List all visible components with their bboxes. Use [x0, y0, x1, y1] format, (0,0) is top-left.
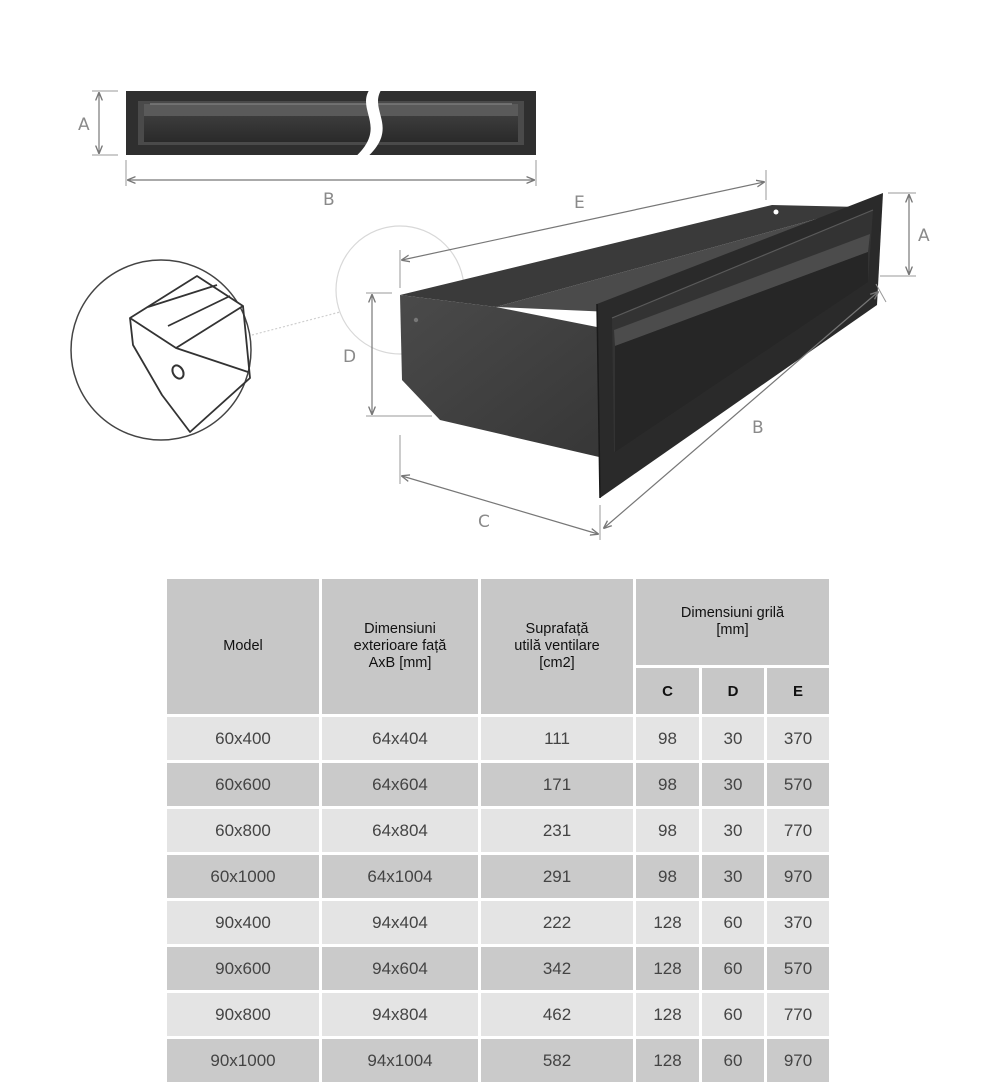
label-a-top: A — [78, 115, 90, 135]
table-row — [167, 855, 829, 898]
label-c: C — [478, 512, 490, 532]
cell-front-dimensions: 64x404 — [322, 717, 478, 760]
cell-e: 370 — [767, 717, 829, 760]
cell-d: 60 — [702, 993, 764, 1036]
table-row — [167, 809, 829, 852]
cell-c: 98 — [636, 809, 699, 852]
label-e: E — [574, 193, 585, 213]
header-ventilation-surface: Suprafață utilă ventilare [cm2] — [481, 579, 633, 714]
cell-d: 30 — [702, 855, 764, 898]
cell-d: 60 — [702, 947, 764, 990]
label-b-right: B — [752, 418, 764, 438]
cell-model: 60x600 — [167, 763, 319, 806]
cell-front-dimensions: 64x604 — [322, 763, 478, 806]
label-b-top: B — [323, 190, 335, 210]
header-e: E — [767, 668, 829, 714]
cell-surface: 462 — [481, 993, 633, 1036]
header-d: D — [702, 668, 764, 714]
cell-surface: 231 — [481, 809, 633, 852]
cell-model: 90x600 — [167, 947, 319, 990]
cell-c: 98 — [636, 717, 699, 760]
cell-model: 90x800 — [167, 993, 319, 1036]
grille-3d-view — [400, 193, 883, 498]
cell-e: 570 — [767, 763, 829, 806]
cell-c: 128 — [636, 1039, 699, 1082]
header-front-dimensions: Dimensiuni exterioare față AxB [mm] — [322, 579, 478, 714]
cell-c: 128 — [636, 993, 699, 1036]
cell-c: 128 — [636, 947, 699, 990]
table-row — [167, 947, 829, 990]
header-c: C — [636, 668, 699, 714]
cell-d: 60 — [702, 901, 764, 944]
cell-model: 90x400 — [167, 901, 319, 944]
cell-c: 98 — [636, 855, 699, 898]
table-row — [167, 717, 829, 760]
cell-model: 60x800 — [167, 809, 319, 852]
front-dim-B — [126, 160, 536, 210]
label-a-right: A — [918, 226, 930, 246]
cell-surface: 171 — [481, 763, 633, 806]
spec-table — [164, 576, 832, 1085]
cell-d: 60 — [702, 1039, 764, 1082]
cell-surface: 291 — [481, 855, 633, 898]
cell-model: 60x1000 — [167, 855, 319, 898]
dim-A-right — [880, 193, 930, 276]
header-model: Model — [167, 579, 319, 714]
cell-d: 30 — [702, 809, 764, 852]
cell-model: 60x400 — [167, 717, 319, 760]
cell-front-dimensions: 94x804 — [322, 993, 478, 1036]
cell-surface: 342 — [481, 947, 633, 990]
cell-front-dimensions: 94x1004 — [322, 1039, 478, 1082]
front-view — [126, 86, 536, 160]
table-row — [167, 993, 829, 1036]
cell-model: 90x1000 — [167, 1039, 319, 1082]
label-d: D — [343, 347, 357, 367]
cell-front-dimensions: 64x1004 — [322, 855, 478, 898]
header-grille-dimensions: Dimensiuni grilă [mm] — [636, 579, 829, 665]
cell-e: 570 — [767, 947, 829, 990]
cell-d: 30 — [702, 763, 764, 806]
cell-e: 770 — [767, 993, 829, 1036]
cell-surface: 582 — [481, 1039, 633, 1082]
dim-C — [400, 435, 598, 534]
front-dim-A — [78, 91, 118, 155]
cell-front-dimensions: 64x804 — [322, 809, 478, 852]
cell-c: 98 — [636, 763, 699, 806]
cell-surface: 111 — [481, 717, 633, 760]
cell-e: 770 — [767, 809, 829, 852]
table-row — [167, 901, 829, 944]
cell-surface: 222 — [481, 901, 633, 944]
cell-e: 970 — [767, 855, 829, 898]
cell-front-dimensions: 94x604 — [322, 947, 478, 990]
table-row — [167, 1039, 829, 1082]
cell-c: 128 — [636, 901, 699, 944]
table-row — [167, 763, 829, 806]
cell-d: 30 — [702, 717, 764, 760]
cell-front-dimensions: 94x404 — [322, 901, 478, 944]
cell-e: 370 — [767, 901, 829, 944]
cell-e: 970 — [767, 1039, 829, 1082]
